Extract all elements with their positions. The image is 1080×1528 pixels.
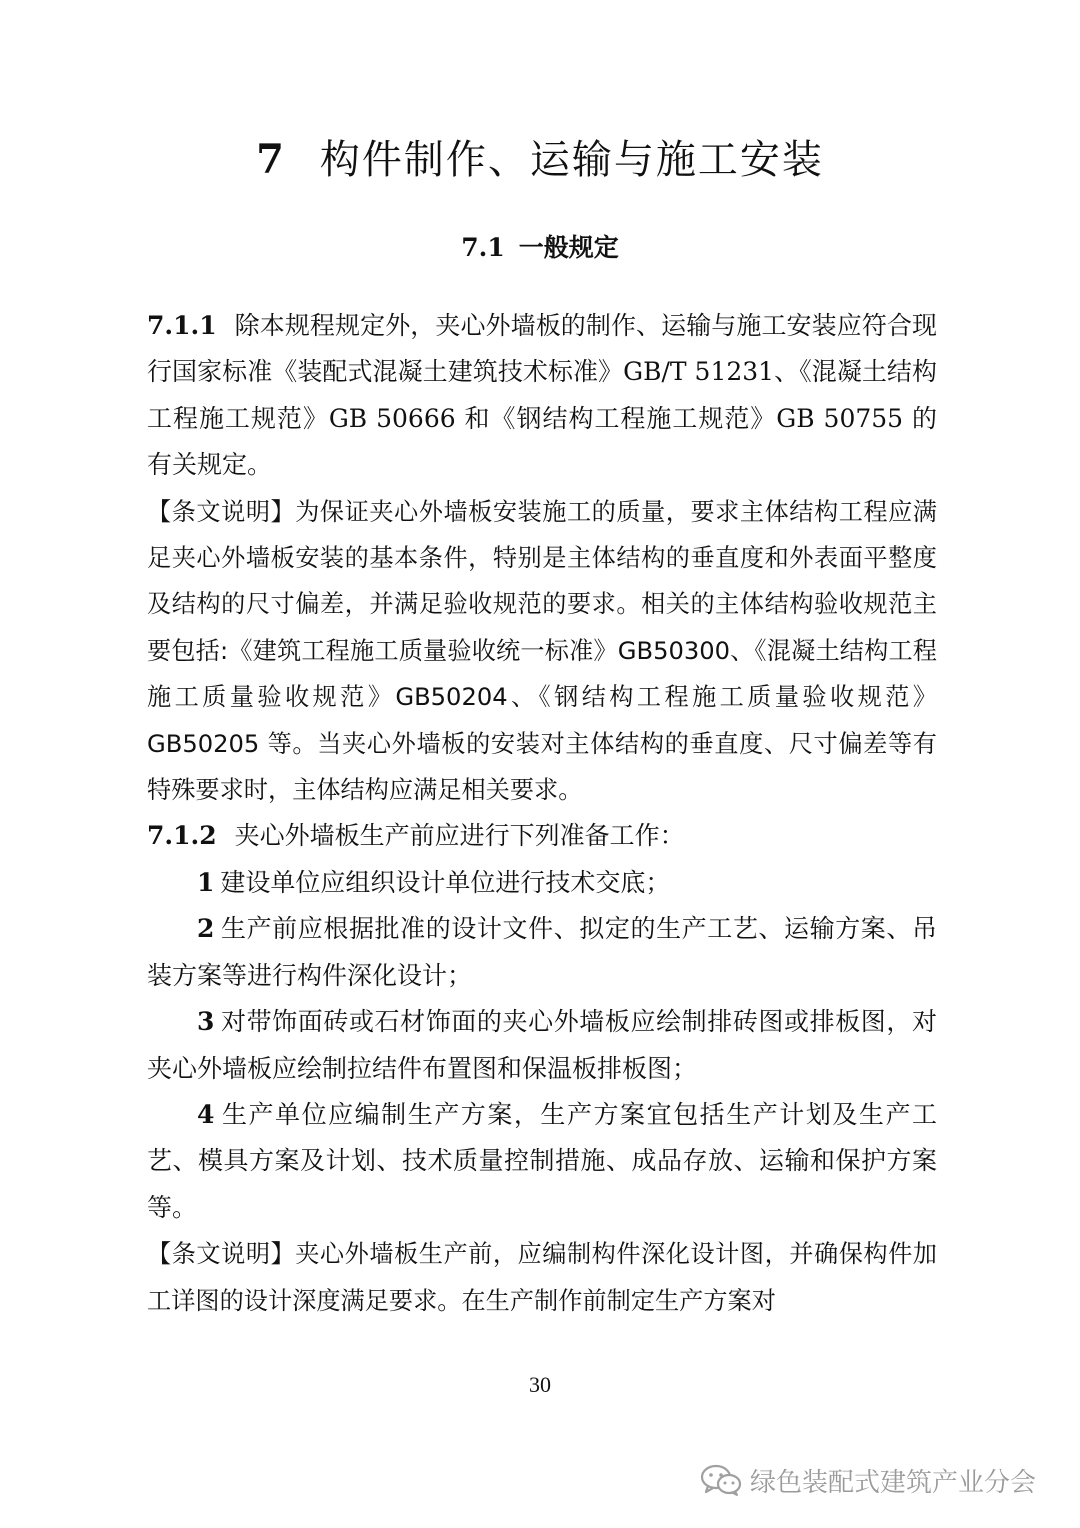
chapter-number: 7: [256, 136, 286, 183]
chapter-title-text: 构件制作、运输与施工安装: [319, 137, 824, 183]
list-item: [147, 860, 937, 906]
section-title-text: 一般规定: [518, 233, 619, 262]
item-number: 1: [197, 867, 215, 897]
clause-text: 夹心外墙板生产前应进行下列准备工作：: [234, 821, 685, 851]
item-number: 2: [197, 914, 215, 944]
item-number: 4: [197, 1099, 215, 1129]
item-text: 建设单位应组织设计单位进行技术交底；: [220, 867, 671, 897]
page-number: 30: [529, 1372, 551, 1397]
watermark: [700, 1460, 1036, 1500]
clause-note: 【条文说明】夹心外墙板生产前，应编制构件深化设计图，并确保构件加工详图的设计深度满足要求。在生产制作前制定生产方案对: [147, 1240, 937, 1315]
clause-note: 【条文说明】为保证夹心外墙板安装施工的质量，要求主体结构工程应满足夹心外墙板安装的基本条件，特别是主体结构的垂直度和外表面平整度及结构的尺寸偏差，并满足验收规范的要求。相关的主体结构验收规范主要包括:《建筑工程施工质量验收统一标准》GB50300、《混凝土结构工程施工质量验收规范》GB50204、《钢结构工程施工质量验收规范》GB50205 等。当夹心外墙板的安装对主体结构的垂直度、尺寸偏差等有特殊要求时，主体结构应满足相关要求。: [147, 497, 937, 805]
watermark-text: 绿色装配式建筑产业分会: [750, 1467, 1037, 1498]
chapter-title: [0, 128, 1080, 185]
clause-7-1-2: [147, 813, 937, 859]
clause-7-1-1: [147, 303, 937, 489]
item-text: 生产单位应编制生产方案，生产方案宜包括生产计划及生产工艺、模具方案及计划、技术质量控制措施、成品存放、运输和保护方案等。: [147, 1099, 937, 1222]
list-item: [147, 999, 937, 1092]
list-item: [147, 1092, 937, 1231]
clause-number: 7.1.1: [147, 311, 217, 340]
clause-number: 7.1.2: [147, 821, 217, 851]
item-text: 生产前应根据批准的设计文件、拟定的生产工艺、运输方案、吊装方案等进行构件深化设计；: [147, 914, 937, 990]
item-number: 3: [197, 1007, 215, 1037]
section-title: [0, 228, 1080, 264]
document-body: [147, 303, 937, 1324]
list-item: [147, 906, 937, 999]
section-number: 7.1: [461, 233, 505, 262]
item-text: 对带饰面砖或石材饰面的夹心外墙板应绘制排砖图或排板图，对夹心外墙板应绘制拉结件布置图和保温板排板图；: [147, 1007, 937, 1083]
clause-text: 除本规程规定外，夹心外墙板的制作、运输与施工安装应符合现行国家标准《装配式混凝土建筑技术标准》GB/T 51231、《混凝土结构工程施工规范》GB 50666 和《钢结构工程施工规范》GB 50755 的有关规定。: [147, 311, 937, 480]
wechat-icon: [700, 1463, 742, 1497]
